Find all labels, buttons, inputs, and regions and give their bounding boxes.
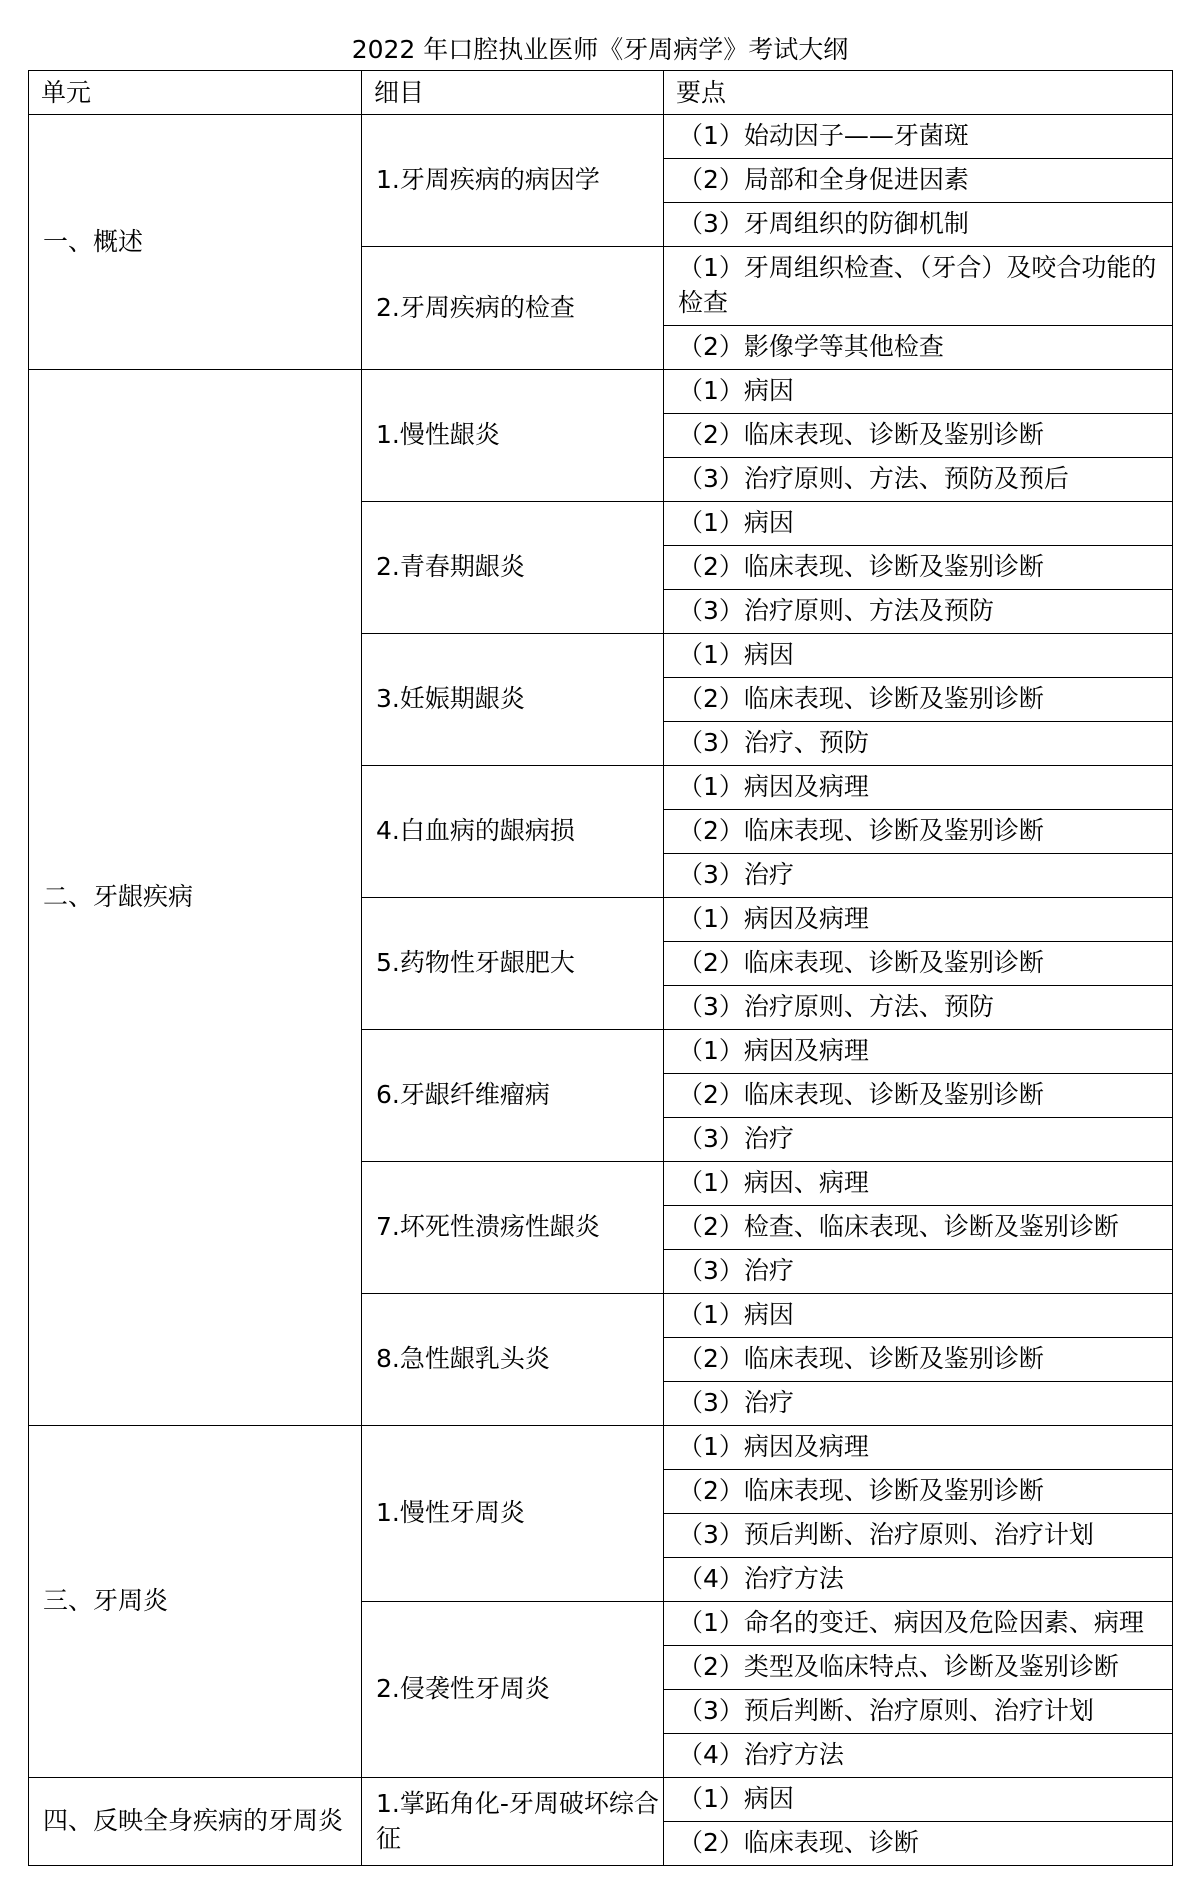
point-cell: （1）病因、病理 xyxy=(664,1162,1173,1206)
point-cell: （2）影像学等其他检查 xyxy=(664,326,1173,370)
item-cell: 2.牙周疾病的检查 xyxy=(362,247,664,370)
point-cell: （3）治疗 xyxy=(664,1250,1173,1294)
point-cell: （2）临床表现、诊断 xyxy=(664,1822,1173,1866)
item-cell: 1.牙周疾病的病因学 xyxy=(362,115,664,247)
point-cell: （1）病因 xyxy=(664,634,1173,678)
point-cell: （1）牙周组织检查、（牙合）及咬合功能的检查 xyxy=(664,247,1173,326)
item-cell: 4.白血病的龈病损 xyxy=(362,766,664,898)
document-title: 2022 年口腔执业医师《牙周病学》考试大纲 xyxy=(351,35,849,64)
header-point: 要点 xyxy=(664,71,1173,115)
table-row xyxy=(29,1426,1173,1470)
point-cell: （3）牙周组织的防御机制 xyxy=(664,203,1173,247)
point-cell: （1）病因及病理 xyxy=(664,1426,1173,1470)
point-cell: （1）病因 xyxy=(664,1294,1173,1338)
point-cell: （2）检查、临床表现、诊断及鉴别诊断 xyxy=(664,1206,1173,1250)
item-cell: 1.慢性龈炎 xyxy=(362,370,664,502)
point-cell: （2）临床表现、诊断及鉴别诊断 xyxy=(664,942,1173,986)
point-cell: （2）类型及临床特点、诊断及鉴别诊断 xyxy=(664,1646,1173,1690)
point-cell: （1）病因 xyxy=(664,1778,1173,1822)
point-cell: （1）病因及病理 xyxy=(664,1030,1173,1074)
point-cell: （3）预后判断、治疗原则、治疗计划 xyxy=(664,1690,1173,1734)
table-row xyxy=(29,370,1173,414)
item-cell: 5.药物性牙龈肥大 xyxy=(362,898,664,1030)
point-cell: （2）临床表现、诊断及鉴别诊断 xyxy=(664,1338,1173,1382)
header-unit: 单元 xyxy=(29,71,362,115)
point-cell: （4）治疗方法 xyxy=(664,1734,1173,1778)
item-cell: 8.急性龈乳头炎 xyxy=(362,1294,664,1426)
point-cell: （1）病因及病理 xyxy=(664,898,1173,942)
item-cell: 7.坏死性溃疡性龈炎 xyxy=(362,1162,664,1294)
point-cell: （3）治疗原则、方法及预防 xyxy=(664,590,1173,634)
item-cell: 6.牙龈纤维瘤病 xyxy=(362,1030,664,1162)
point-cell: （3）治疗 xyxy=(664,1118,1173,1162)
unit-cell: 四、反映全身疾病的牙周炎 xyxy=(29,1778,362,1866)
item-cell: 3.妊娠期龈炎 xyxy=(362,634,664,766)
point-cell: （3）治疗 xyxy=(664,1382,1173,1426)
point-cell: （3）预后判断、治疗原则、治疗计划 xyxy=(664,1514,1173,1558)
point-cell: （1）病因 xyxy=(664,370,1173,414)
point-cell: （2）局部和全身促进因素 xyxy=(664,159,1173,203)
table-row xyxy=(29,115,1173,159)
item-cell: 1.掌跖角化-牙周破坏综合征 xyxy=(362,1778,664,1866)
point-cell: （2）临床表现、诊断及鉴别诊断 xyxy=(664,810,1173,854)
point-cell: （3）治疗 xyxy=(664,854,1173,898)
point-cell: （2）临床表现、诊断及鉴别诊断 xyxy=(664,546,1173,590)
point-cell: （1）命名的变迁、病因及危险因素、病理 xyxy=(664,1602,1173,1646)
point-cell: （2）临床表现、诊断及鉴别诊断 xyxy=(664,414,1173,458)
point-cell: （2）临床表现、诊断及鉴别诊断 xyxy=(664,1470,1173,1514)
point-cell: （3）治疗、预防 xyxy=(664,722,1173,766)
header-row xyxy=(29,71,1173,115)
point-cell: （1）始动因子——牙菌斑 xyxy=(664,115,1173,159)
syllabus-table xyxy=(28,70,1173,1866)
unit-cell: 二、牙龈疾病 xyxy=(29,370,362,1426)
point-cell: （1）病因 xyxy=(664,502,1173,546)
point-cell: （3）治疗原则、方法、预防 xyxy=(664,986,1173,1030)
point-cell: （1）病因及病理 xyxy=(664,766,1173,810)
point-cell: （2）临床表现、诊断及鉴别诊断 xyxy=(664,678,1173,722)
table-row xyxy=(29,1778,1173,1822)
point-cell: （3）治疗原则、方法、预防及预后 xyxy=(664,458,1173,502)
header-item: 细目 xyxy=(362,71,664,115)
unit-cell: 三、牙周炎 xyxy=(29,1426,362,1778)
unit-cell: 一、概述 xyxy=(29,115,362,370)
item-cell: 2.侵袭性牙周炎 xyxy=(362,1602,664,1778)
item-cell: 2.青春期龈炎 xyxy=(362,502,664,634)
point-cell: （2）临床表现、诊断及鉴别诊断 xyxy=(664,1074,1173,1118)
item-cell: 1.慢性牙周炎 xyxy=(362,1426,664,1602)
point-cell: （4）治疗方法 xyxy=(664,1558,1173,1602)
